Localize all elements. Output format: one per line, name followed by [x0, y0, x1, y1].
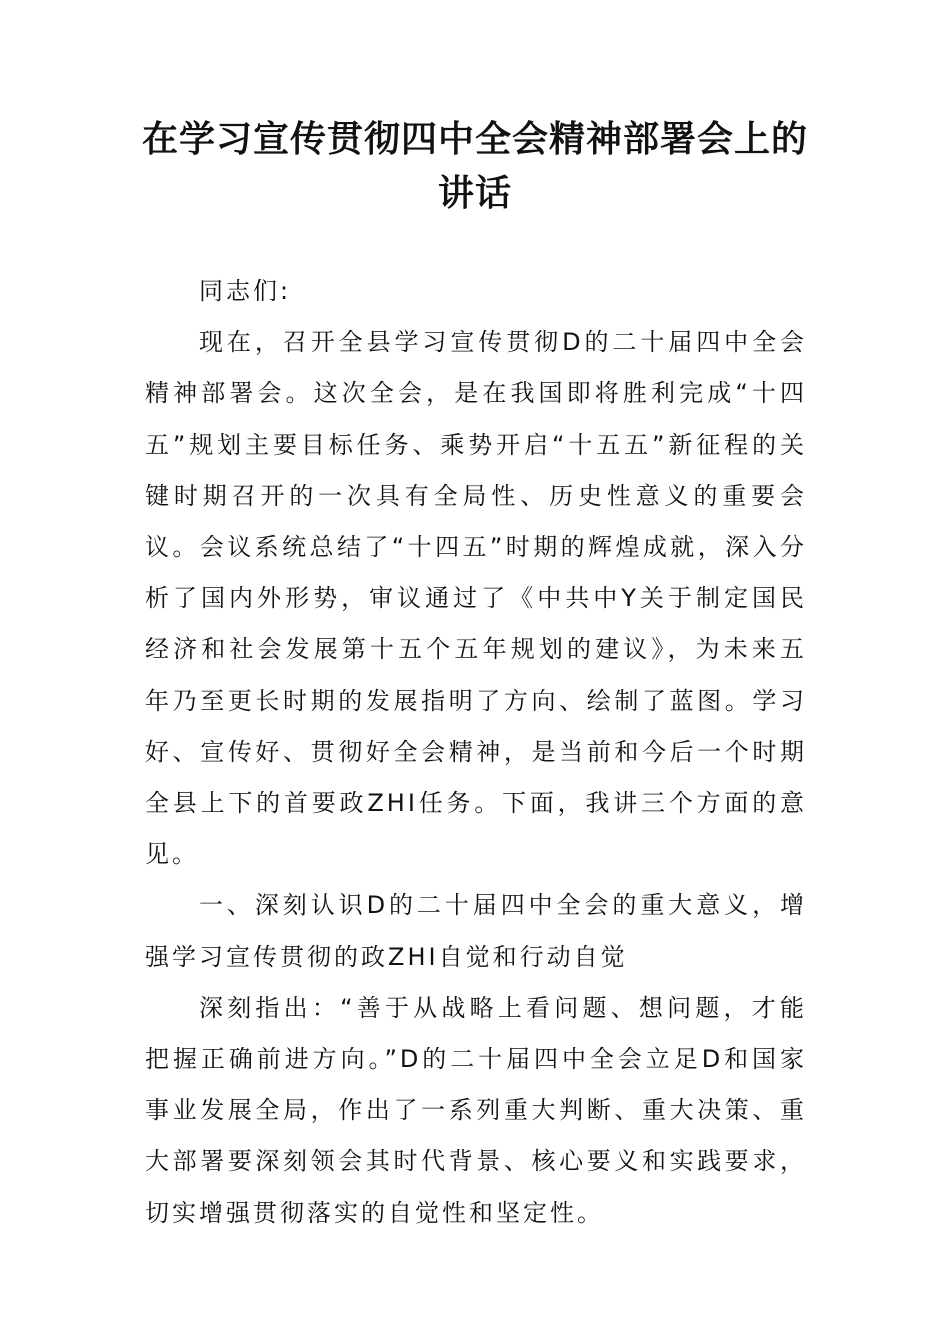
paragraph-intro: 现在，召开全县学习宣传贯彻D的二十届四中全会精神部署会。这次全会，是在我国即将胜利完成“十四五”规划主要目标任务、乘势开启“十五五”新征程的关键时期召开的一次具有全局性、历史性意义的重要会议。会议系统总结了“十四五”时期的辉煌成就，深入分析了国内外形势，审议通过了《中共中Y关于制定国民经济和社会发展第十五个五年规划的建议》，为未来五年乃至更长时期的发展指明了方向、绘制了蓝图。学习好、宣传好、贯彻好全会精神，是当前和今后一个时期全县上下的首要政ZHI任务。下面，我讲三个方面的意见。: [145, 328, 807, 869]
title-line-1: 在学习宣传贯彻四中全会精神部署会上的: [141, 118, 808, 160]
document-title: [120, 112, 830, 220]
title-line-2: 讲话: [437, 172, 512, 214]
paragraph-section-1: 深刻指出：“善于从战略上看问题、想问题，才能把握正确前进方向。”D的二十届四中全会立足D和国家事业发展全局，作出了一系列重大判断、重大决策、重大部署要深刻领会其时代背景、核心要义和实践要求，切实增强贯彻落实的自觉性和坚定性。: [145, 993, 807, 1227]
salutation: 同志们:: [199, 277, 292, 305]
document-body: [145, 266, 807, 1239]
section-heading-1: 一、深刻认识D的二十届四中全会的重大意义，增强学习宣传贯彻的政ZHI自觉和行动自觉: [145, 891, 807, 971]
